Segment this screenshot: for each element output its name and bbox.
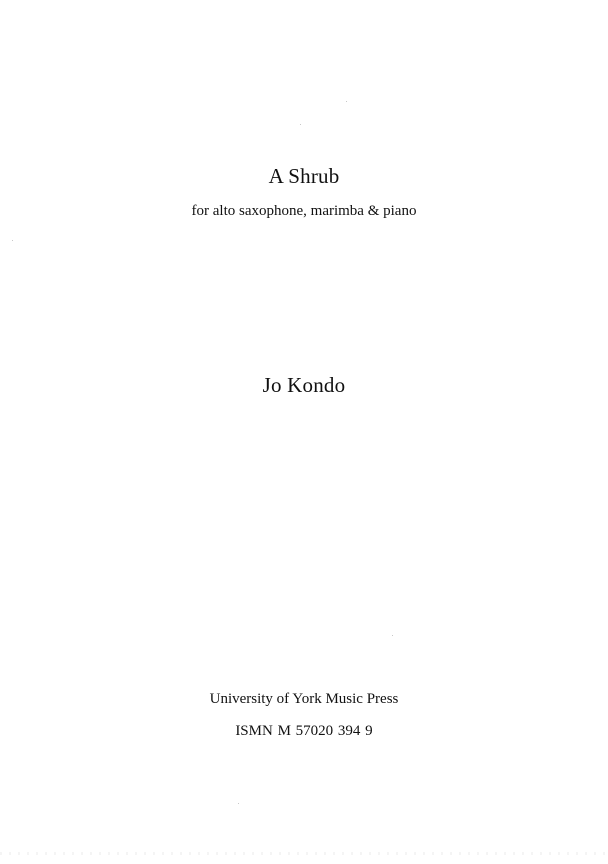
publisher-name: University of York Music Press [209,691,399,707]
scan-speck [300,124,301,125]
composer-name: Jo Kondo [262,373,346,397]
ismn-number: ISMN M 57020 394 9 [235,723,373,739]
work-title: A Shrub [268,164,340,188]
scan-speck [392,635,393,636]
scan-speck [238,803,239,804]
instrumentation: for alto saxophone, marimba & piano [191,203,417,219]
scan-edge-noise [0,852,608,855]
scan-speck [346,101,347,102]
scan-speck [12,240,13,241]
